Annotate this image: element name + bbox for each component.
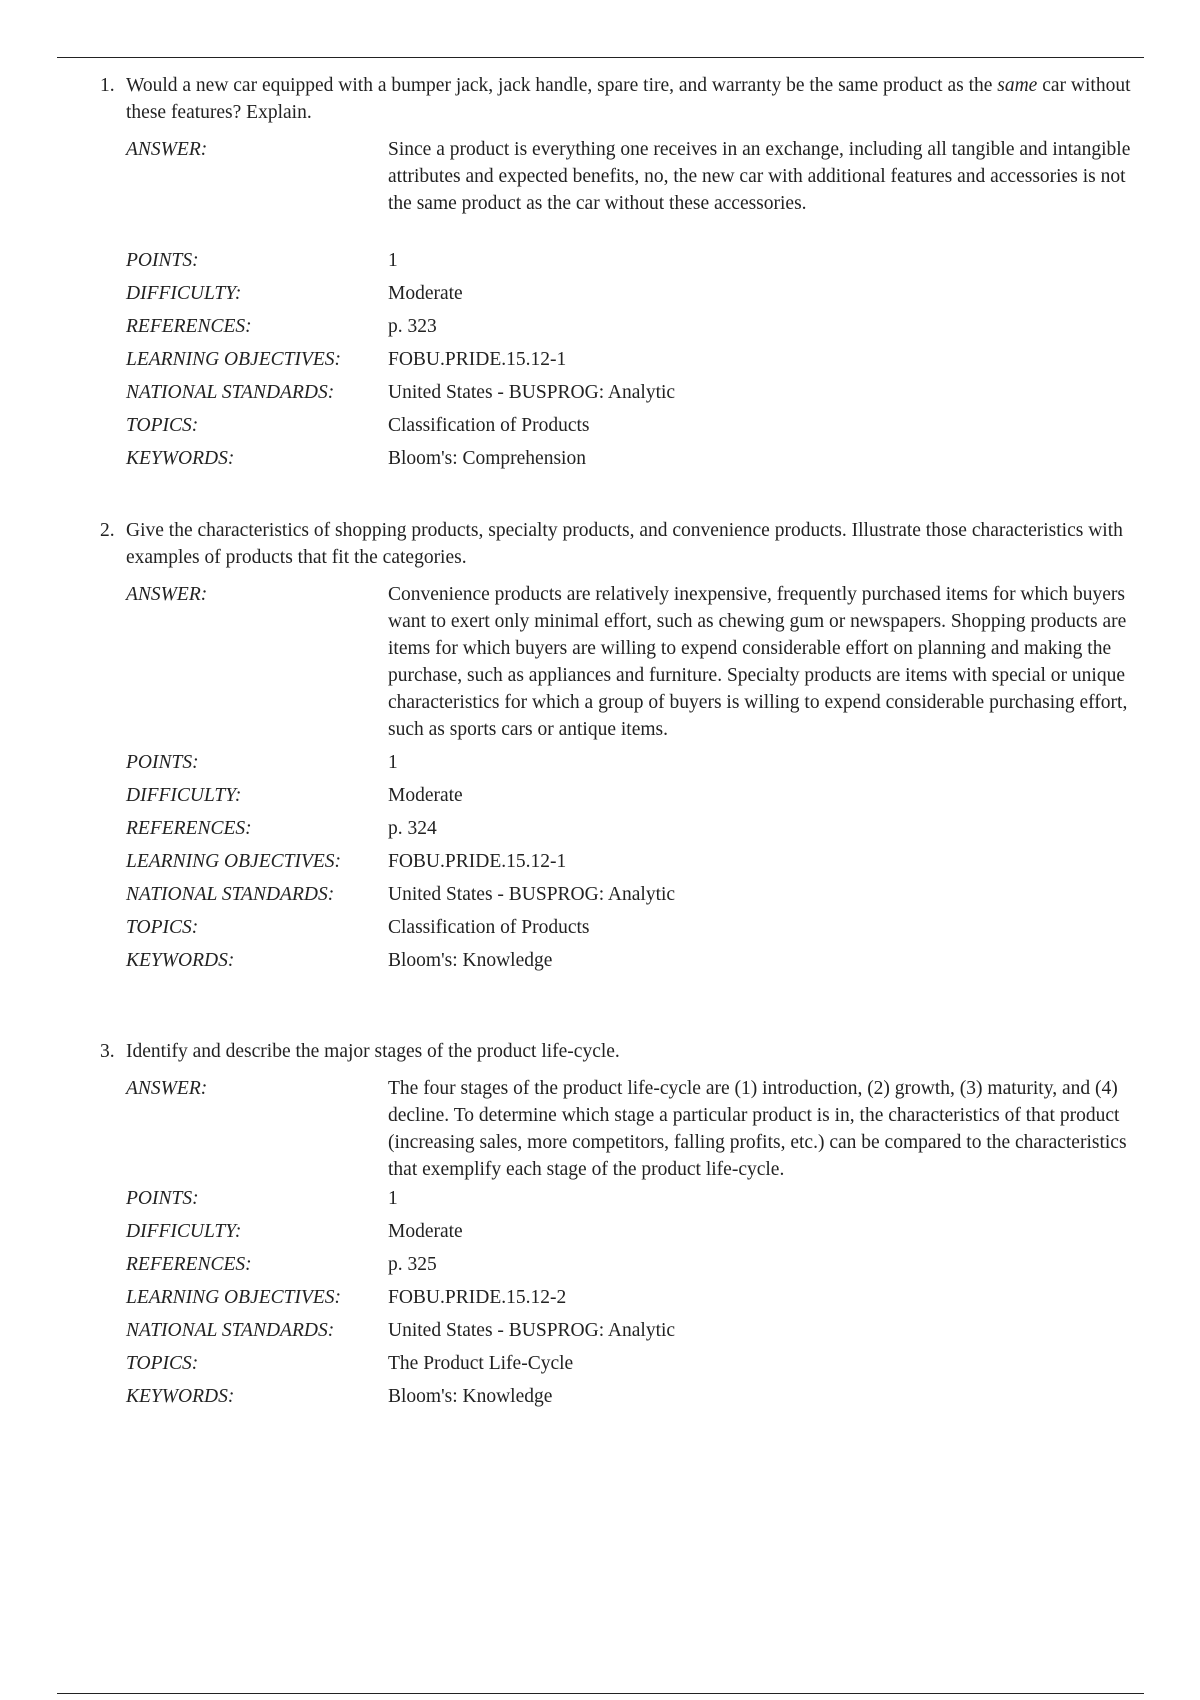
difficulty-label: DIFFICULTY: [126,283,242,304]
answer-text: The four stages of the product life-cycle are (1) introduction, (2) growth, (3) maturity, and (4) decline. To determine which stage a particular product is in, the characteristics of that product (increasing sales, more competitors, falling profits, etc.) can be compared to the characteristics that exemplify each stage of the product life-cycle. [388,1078,1127,1180]
objectives-value: FOBU.PRIDE.15.12-2 [388,1287,567,1308]
answer-label: ANSWER: [126,139,208,160]
references-label: REFERENCES: [126,316,252,337]
standards-value: United States - BUSPROG: Analytic [388,382,676,403]
points-value: 1 [388,250,398,271]
topics-label: TOPICS: [126,1353,199,1374]
points-label: POINTS: [126,752,199,773]
topics-value: The Product Life-Cycle [388,1353,574,1374]
topics-label: TOPICS: [126,415,199,436]
standards-label: NATIONAL STANDARDS: [126,1320,335,1341]
question-meta [126,581,1150,974]
question-text: 2. Give the characteristics of shopping products, specialty products, and convenience products. Illustrate those characteristics with examples of products that fit the categories. [100,517,1150,571]
difficulty-value: Moderate [388,283,463,304]
objectives-value: FOBU.PRIDE.15.12-1 [388,851,567,872]
standards-label: NATIONAL STANDARDS: [126,884,335,905]
difficulty-value: Moderate [388,785,463,806]
points-label: POINTS: [126,1188,199,1209]
references-value: p. 323 [388,316,437,337]
difficulty-label: DIFFICULTY: [126,785,242,806]
keywords-value: Bloom's: Knowledge [388,1386,553,1407]
standards-value: United States - BUSPROG: Analytic [388,884,676,905]
topics-value: Classification of Products [388,917,590,938]
question-3 [100,1038,1150,1410]
standards-value: United States - BUSPROG: Analytic [388,1320,676,1341]
references-value: p. 324 [388,818,437,839]
answer-text: Convenience products are relatively inexpensive, frequently purchased items for which buyers want to exert only minimal effort, such as chewing gum or newspapers. Shopping products are items for which buyers are willing to expend considerable effort on planning and making the purchase, such as appliances and furniture. Specialty products are items with special or unique characteristics for which a group of buyers is willing to expend considerable purchasing effort, such as sports cars or antique items. [388,584,1128,740]
question-meta [126,136,1150,472]
topics-value: Classification of Products [388,415,590,436]
keywords-label: KEYWORDS: [126,448,235,469]
references-label: REFERENCES: [126,1254,252,1275]
standards-label: NATIONAL STANDARDS: [126,382,335,403]
points-label: POINTS: [126,250,199,271]
question-number: 2. [100,520,115,541]
objectives-value: FOBU.PRIDE.15.12-1 [388,349,567,370]
references-value: p. 325 [388,1254,437,1275]
objectives-label: LEARNING OBJECTIVES: [126,1287,342,1308]
question-number: 3. [100,1041,115,1062]
answer-label: ANSWER: [126,584,208,605]
question-number: 1. [100,75,115,96]
answer-text: Since a product is everything one receives in an exchange, including all tangible and intangible attributes and expected benefits, no, the new car with additional features and accessories is not the same product as the car without these accessories. [388,139,1131,214]
keywords-label: KEYWORDS: [126,1386,235,1407]
keywords-value: Bloom's: Comprehension [388,448,586,469]
top-rule [57,57,1144,58]
bottom-rule [57,1693,1144,1694]
points-value: 1 [388,1188,398,1209]
objectives-label: LEARNING OBJECTIVES: [126,349,342,370]
question-text: 1. Would a new car equipped with a bumper jack, jack handle, spare tire, and warranty be the same product as the same car without these features? Explain. [100,72,1150,126]
question-1 [100,72,1150,472]
question-text: 3. Identify and describe the major stages of the product life-cycle. [100,1038,1150,1065]
keywords-value: Bloom's: Knowledge [388,950,553,971]
question-2 [100,517,1150,974]
references-label: REFERENCES: [126,818,252,839]
question-meta [126,1075,1150,1410]
keywords-label: KEYWORDS: [126,950,235,971]
topics-label: TOPICS: [126,917,199,938]
answer-label: ANSWER: [126,1078,208,1099]
objectives-label: LEARNING OBJECTIVES: [126,851,342,872]
points-value: 1 [388,752,398,773]
difficulty-label: DIFFICULTY: [126,1221,242,1242]
difficulty-value: Moderate [388,1221,463,1242]
